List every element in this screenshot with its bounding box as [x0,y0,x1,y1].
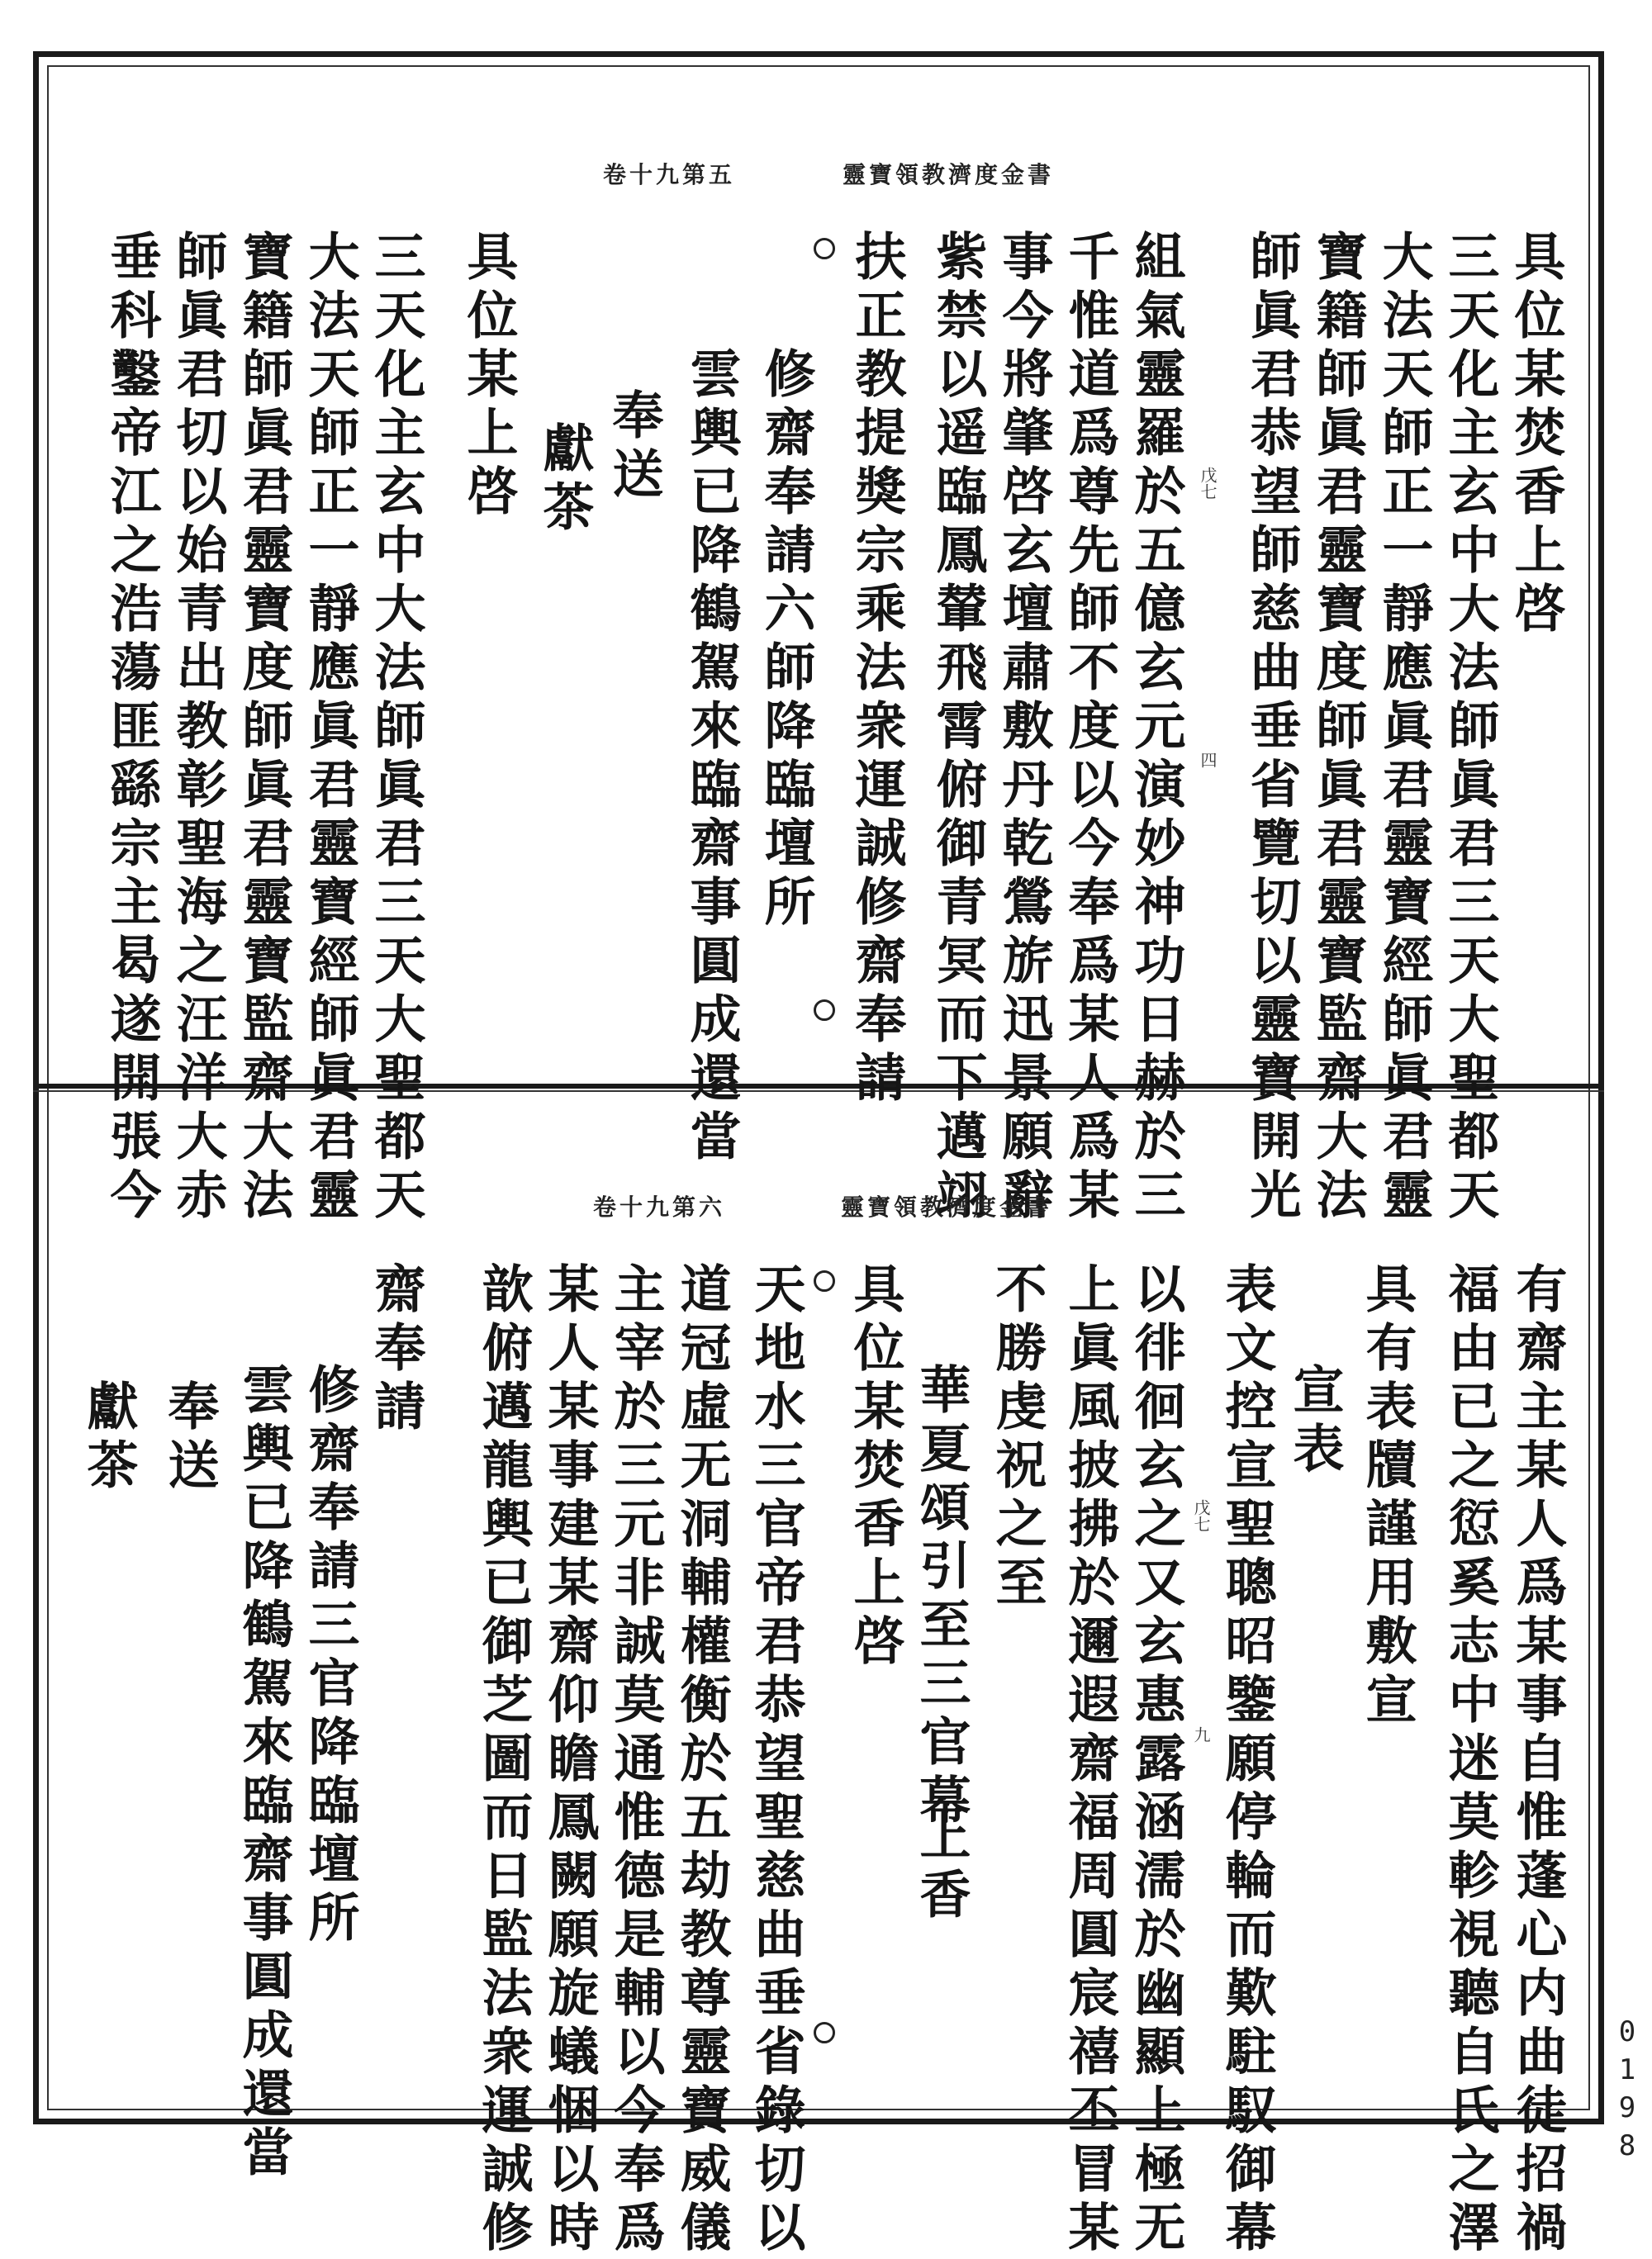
bottom-col-2: 福由已之愆奚志中迷莫軫視聽自氏之澤 [1440,1262,1500,2259]
bottom-col-1: 有齋主某人爲某事自惟蓬心内曲徒招禍 [1507,1262,1568,2259]
bottom-col-4: 宣表 [1284,1363,1345,1480]
bottom-col-19: 雲輿已降鶴駕來臨齋事圓成還當 [234,1363,294,2184]
bottom-col-9: 華夏頌引至三官幕 [911,1363,971,1832]
top-col-15: 具位某上啓 [458,230,519,523]
bottom-col-14: 主宰於三元非誠莫通惟德是輔以今奉爲 [605,1262,666,2259]
bottom-header [593,1189,1221,1221]
top-col-4: 寶籍師眞君靈寶度師眞君靈寶監齋大法 [1308,230,1368,1227]
bottom-col-17: 齋奉請 [366,1262,426,1438]
bottom-col-20: 奉送 [159,1379,220,1497]
top-circle-mark-2 [814,999,835,1021]
bottom-col-21: 獻茶 [78,1379,139,1497]
top-col-10: 扶正教提獎宗乘法衆運誠修齋奉請 [847,230,907,1109]
bottom-header-title: 靈寶領教濟度金書 [841,1194,1053,1221]
bottom-col-5: 表文控宣聖聰昭鑒願停輪而歎駐馭御幕 [1217,1262,1277,2259]
bottom-col-7: 上眞風披拂於邇遐齋福周圓宸禧丕冒某 [1060,1262,1120,2259]
bottom-note-1: 戊七 [1191,1499,1211,1532]
top-col-16: 三天化主玄中大法師眞君三天大聖都天 [366,230,426,1227]
top-col-11: 修齋奉請六師降臨壇所 [756,347,816,933]
bottom-col-11: 具位某焚香上啓 [845,1262,905,1673]
bottom-circle-mark-1 [814,1270,835,1292]
bottom-col-18: 修齋奉請三官降臨壇所 [300,1363,360,1949]
top-header-title: 靈寶領教濟度金書 [843,161,1055,188]
bottom-col-12: 天地水三官帝君恭望聖慈曲垂省錄切以 [746,1262,806,2259]
top-col-1: 具位某焚香上啓 [1506,230,1566,640]
top-col-14: 獻茶 [534,421,595,539]
top-col-9: 紫禁以遥臨鳳輦飛霄俯御青冥而下邁翊 [928,230,988,1227]
top-header [603,157,1231,188]
top-col-17: 大法天師正一靜應眞君靈寶經師眞君靈 [300,230,360,1227]
top-col-20: 垂科鑿帝江之浩蕩匪繇宗主曷遂開張今 [102,230,162,1227]
bottom-col-10: 上香 [911,1809,971,1926]
bottom-header-juan: 卷十九第六 [593,1194,726,1221]
top-col-3: 大法天師正一靜應眞君靈寶經師眞君靈 [1374,230,1434,1227]
page-number: 0198 [1611,2015,1644,2167]
bottom-col-8: 不勝虔祝之至 [987,1262,1047,1614]
top-col-6: 組氣靈羅於五億玄元演妙神功日赫於三 [1126,230,1186,1227]
top-note-2: 四 [1198,752,1218,768]
top-col-19: 師眞君切以始青出教彰聖海之汪洋大赤 [168,230,228,1227]
top-note-1: 戊七 [1198,467,1218,500]
top-circle-mark-1 [814,238,835,259]
top-col-8: 事今將肇啓玄壇肅敷丹乾鶯旂迅景願辭 [994,230,1054,1227]
top-col-18: 寶籍師眞君靈寶度師眞君靈寶監齋大法 [234,230,294,1227]
bottom-col-13: 道冠虛无洞輔權衡於五劫教尊靈寶威儀 [672,1262,732,2259]
top-col-12: 雲輿已降鶴駕來臨齋事圓成還當 [681,347,742,1168]
bottom-note-2: 九 [1191,1726,1211,1743]
top-col-13: 奉送 [604,388,664,505]
top-col-5: 師眞君恭望師慈曲垂省覽切以靈寶開光 [1241,230,1302,1227]
bottom-col-16: 歆俯邁龍輿已御芝圖而日監法衆運誠修 [473,1262,534,2259]
bottom-circle-mark-2 [814,2022,835,2043]
bottom-col-3: 具有表牘謹用敷宣 [1357,1262,1417,1731]
top-header-juan: 卷十九第五 [603,161,736,188]
bottom-col-15: 某人某事建某齋仰瞻鳳闕願旋蟻悃以時 [539,1262,600,2259]
top-col-7: 千惟道爲尊先師不度以今奉爲某人爲某 [1060,230,1120,1227]
top-col-2: 三天化主玄中大法師眞君三天大聖都天 [1440,230,1500,1227]
bottom-col-6: 以徘徊玄之又玄惠露涵濡於幽顯上極无 [1126,1262,1186,2259]
